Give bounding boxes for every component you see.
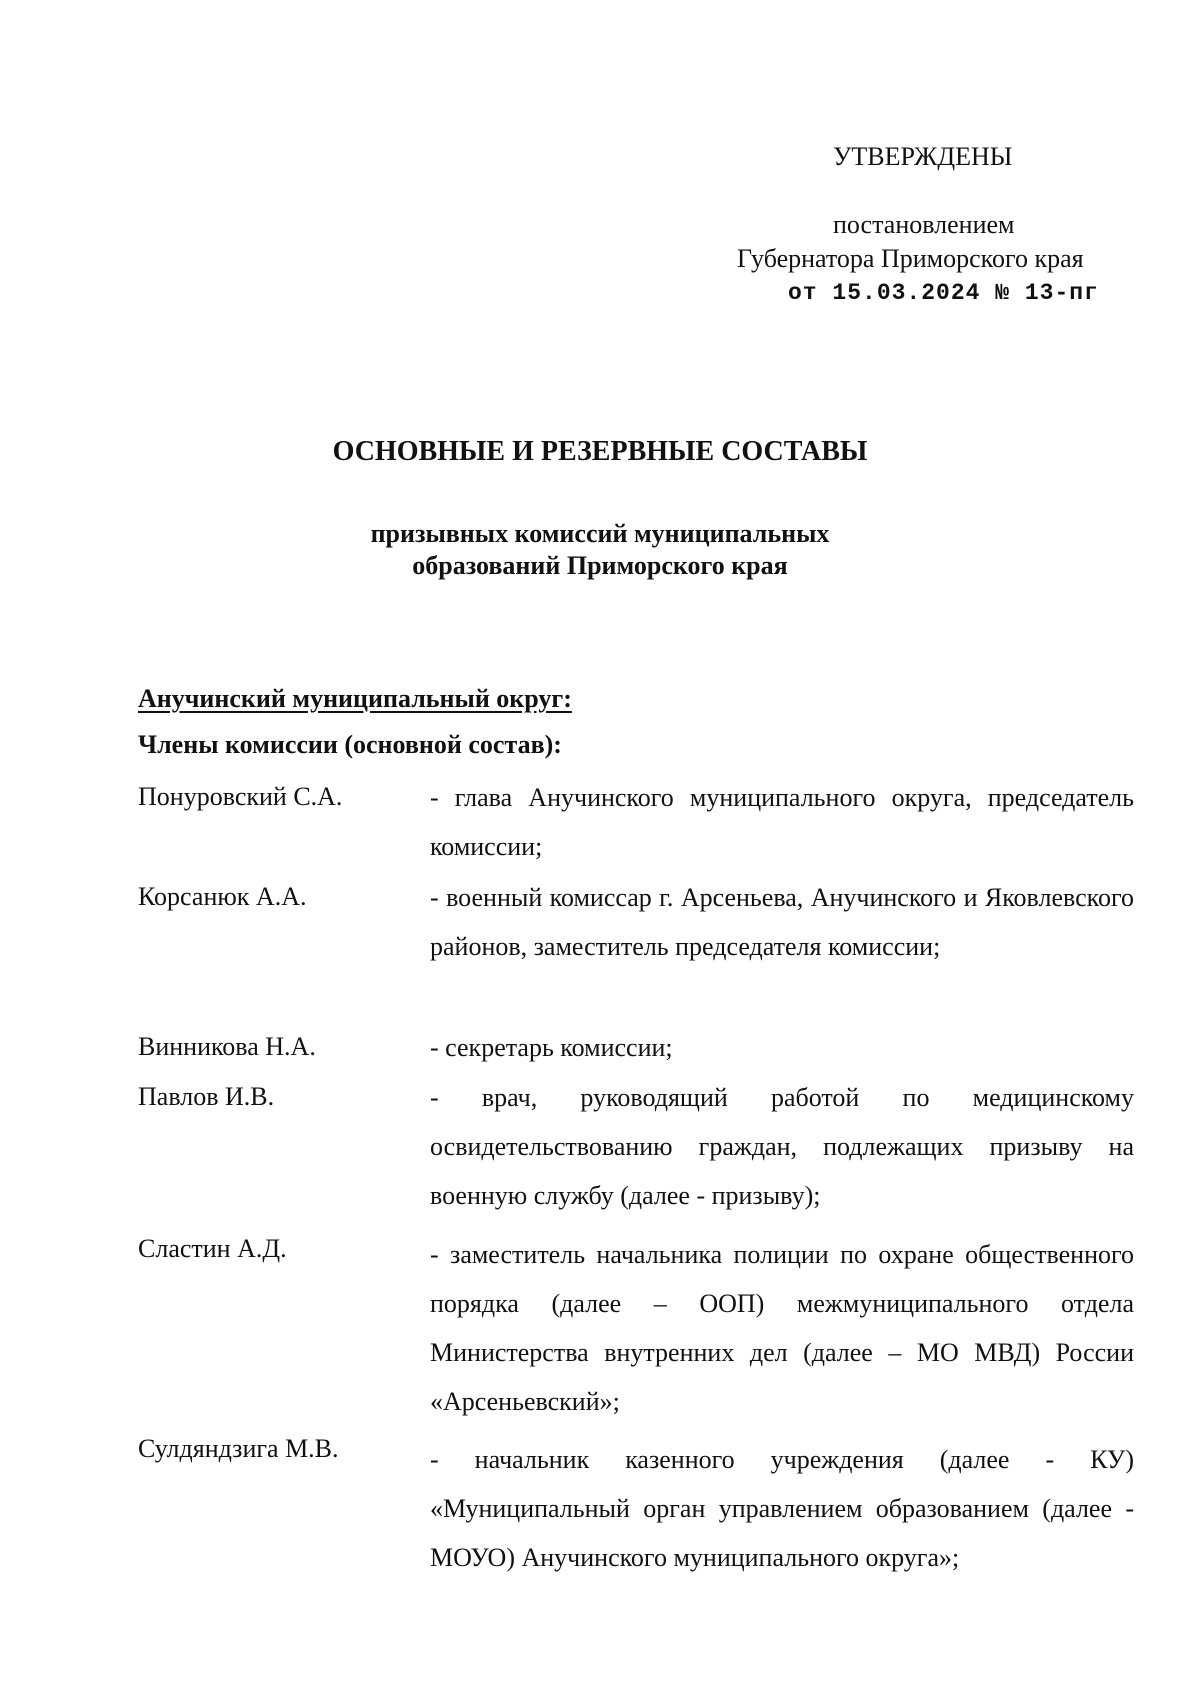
members-heading: Члены комиссии (основной состав): — [138, 730, 562, 759]
member-role: - военный комиссар г. Арсеньева, Анучинского и Яковлевского районов, заместитель председателя комиссии; — [430, 883, 1134, 961]
document-title: ОСНОВНЫЕ И РЕЗЕРВНЫЕ СОСТАВЫ — [332, 436, 868, 467]
member-role: - глава Анучинского муниципального округа, председатель комиссии; — [430, 783, 1134, 861]
member-name: Павлов И.В. — [138, 1082, 275, 1111]
member-role: - врач, руководящий работой по медицинскому освидетельствованию граждан, подлежащих призыву на военную службу (далее - призыву); — [430, 1083, 1134, 1210]
member-name: Сластин А.Д. — [138, 1234, 287, 1263]
member-role: - заместитель начальника полиции по охране общественного порядка (далее – ООП) межмуниципального отдела Министерства внутренних дел (далее – МО МВД) России «Арсеньевский»; — [430, 1240, 1134, 1416]
member-name: Понуровский С.А. — [138, 782, 343, 811]
member-role: - секретарь комиссии; — [430, 1033, 673, 1062]
approval-authority: Губернатора Приморского края — [737, 244, 1084, 273]
member-name: Корсанюк А.А. — [138, 882, 307, 911]
approval-stamp: УТВЕРЖДЕНЫ — [833, 142, 1013, 171]
approval-date-number: от 15.03.2024 № 13-пг — [788, 280, 1099, 306]
subtitle-line-2: образований Приморского края — [412, 551, 788, 580]
document-subtitle — [0, 518, 1200, 582]
member-name: Винникова Н.А. — [138, 1032, 316, 1061]
member-name: Сулдяндзига М.В. — [138, 1434, 339, 1463]
approval-by: постановлением — [833, 210, 1015, 239]
member-role: - начальник казенного учреждения (далее - КУ) «Муниципальный орган управлением образованием (далее - МОУО) Анучинского муниципального округа»; — [430, 1445, 1134, 1572]
district-heading: Анучинский муниципальный округ: — [138, 684, 572, 713]
subtitle-line-1: призывных комиссий муниципальных — [370, 519, 830, 548]
